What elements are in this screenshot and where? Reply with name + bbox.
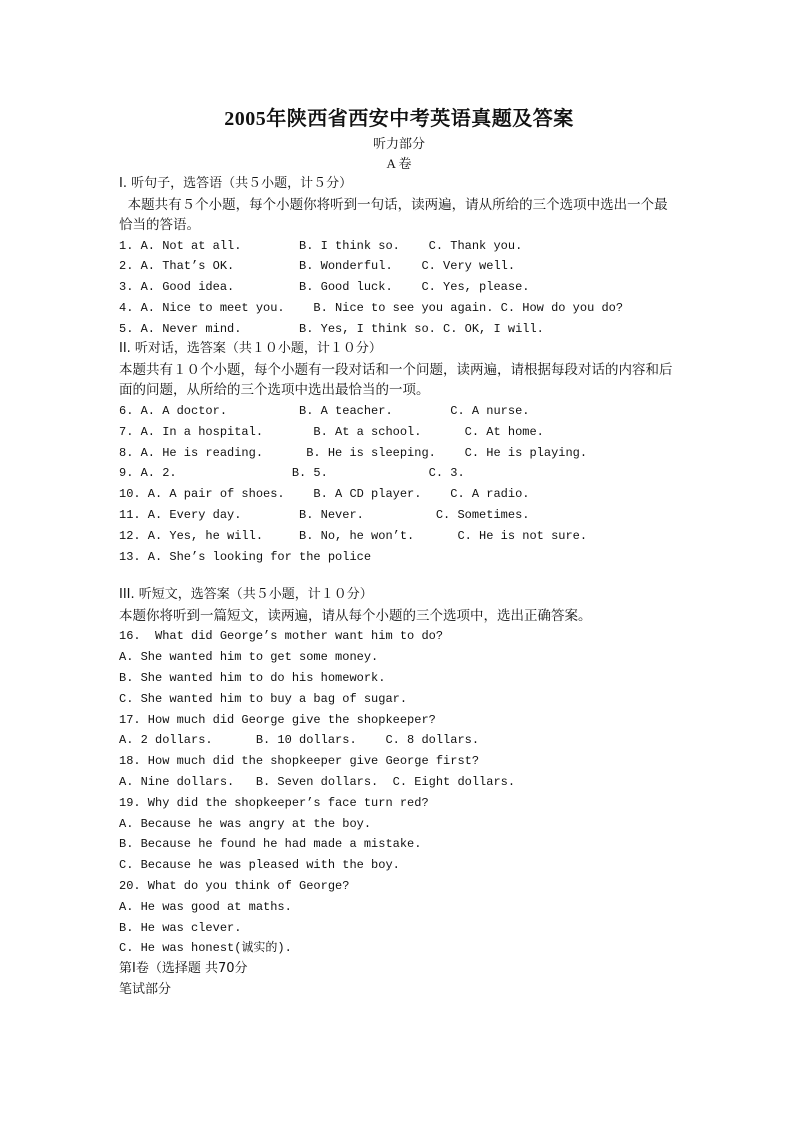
question-item: 6. A. A doctor. B. A teacher. C. A nurse. [119, 403, 530, 418]
section2-items [119, 401, 679, 567]
question-item: 7. A. In a hospital. B. At a school. C. At home. [119, 424, 544, 439]
question-item: 18. How much did the shopkeeper give George first? [119, 754, 480, 769]
question-item: C. Because he was pleased with the boy. [119, 858, 400, 873]
question-item: A. She wanted him to get some money. [119, 650, 379, 665]
section2-instructions: 本题共有１０个小题，每个小题有一段对话和一个问题，读两遍，请根据每段对话的内容和后面的问题，从所给的三个选项中选出最恰当的一项。 [119, 361, 673, 399]
question-item: 17. How much did George give the shopkeeper? [119, 712, 436, 727]
question-item: 11. A. Every day. B. Never. C. Sometimes. [119, 507, 530, 522]
section3-heading: III. 听短文，选答案（共５小题，计１０分） [119, 587, 373, 603]
volume-label: A 卷 [386, 156, 412, 171]
question-item: A. Nine dollars. B. Seven dollars. C. Eight dollars. [119, 774, 516, 789]
question-item: 20. What do you think of George? [119, 878, 350, 893]
document-page [119, 104, 679, 1000]
question-item: 12. A. Yes, he will. B. No, he won’t. C. He is not sure. [119, 528, 588, 543]
section3-items [119, 626, 679, 959]
section2-heading: II. 听对话，选答案（共１０小题，计１０分） [119, 341, 382, 357]
part-one-heading: 第Ⅰ卷（选择题 共70分 [119, 961, 248, 977]
spacer [119, 567, 679, 585]
section1-instructions: 本题共有５个小题，每个小题你将听到一句话，读两遍，请从所给的三个选项中选出一个最恰当的答语。 [119, 196, 668, 233]
section3-instructions: 本题你将听到一篇短文，读两遍，请从每个小题的三个选项中，选出正确答案。 [119, 607, 592, 624]
question-item: 4. A. Nice to meet you. B. Nice to see you again. C. How do you do? [119, 300, 624, 315]
question-item: 10. A. A pair of shoes. B. A CD player. C. A radio. [119, 487, 530, 502]
written-section-heading: 笔试部分 [119, 981, 172, 997]
question-item: C. He was honest(诚实的). [119, 941, 292, 956]
question-item: B. He was clever. [119, 920, 242, 935]
question-item: 13. A. She’s looking for the police [119, 549, 372, 564]
question-item: B. She wanted him to do his homework. [119, 670, 386, 685]
question-item: A. 2 dollars. B. 10 dollars. C. 8 dollars. [119, 733, 480, 748]
question-item: B. Because he found he had made a mistake. [119, 837, 422, 852]
section1-heading: I. 听句子，选答语（共５小题，计５分） [119, 176, 353, 191]
question-item: C. She wanted him to buy a bag of sugar. [119, 691, 408, 706]
question-item: 2. A. That’s OK. B. Wonderful. C. Very well. [119, 259, 516, 274]
question-item: 8. A. He is reading. B. He is sleeping. C. He is playing. [119, 445, 588, 460]
document-title: 2005年陕西省西安中考英语真题及答案 [224, 108, 574, 130]
document-subtitle: 听力部分 [372, 136, 425, 151]
question-item: 19. Why did the shopkeeper’s face turn red? [119, 795, 429, 810]
question-item: 1. A. Not at all. B. I think so. C. Thank you. [119, 238, 523, 253]
question-item: 5. A. Never mind. B. Yes, I think so. C. OK, I will. [119, 321, 544, 336]
question-item: 16. What did George’s mother want him to do? [119, 629, 444, 644]
question-item: 9. A. 2. B. 5. C. 3. [119, 466, 465, 481]
question-item: A. Because he was angry at the boy. [119, 816, 372, 831]
section1-items [119, 236, 679, 340]
question-item: 3. A. Good idea. B. Good luck. C. Yes, please. [119, 280, 530, 295]
question-item: A. He was good at maths. [119, 899, 292, 914]
